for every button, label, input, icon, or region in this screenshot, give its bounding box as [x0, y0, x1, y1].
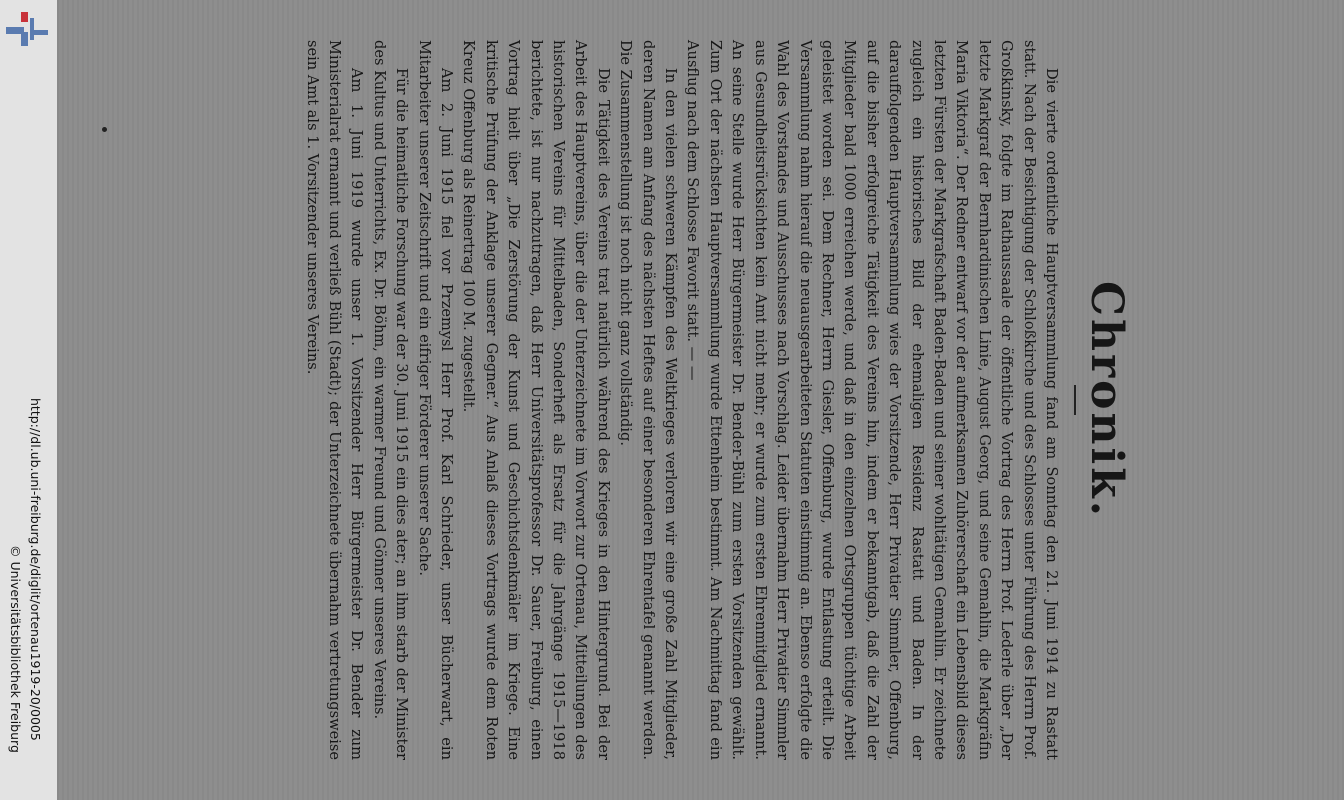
paragraph: Die Tätigkeit des Vereins trat natürlich während des Krieges in den Hintergrund. Bei der Arbeit des Hauptvereins, über die der Unterzeichnete im Vorwort zur Ortenau, Mitteilungen des historischen Vereins für Mittelbaden, Sonderheft als Ersatz für die Jahrgänge 1915—1918 berichtete, ist nur nachzutragen, daß Herr Universitätsprofessor Dr. Sauer, Freiburg, einen Vortrag hielt über „Die Zerstörung der Kunst und Geschichtsdenkmäler im Kriege. Eine kritische Prüfung der Anklage unserer Gegner.“ Aus Anlaß dieses Vortrags wurde dem Roten Kreuz Offenburg als Reinertrag 100 M. zugestellt.	[460, 40, 612, 760]
page-content	[260, 40, 1140, 760]
source-url[interactable]: http://dl.ub.uni-freiburg.de/diglit/ortenau1919-20/0005	[28, 398, 43, 741]
library-logo-icon[interactable]	[6, 12, 48, 50]
scanned-page	[57, 0, 1344, 800]
viewer-sidebar	[0, 0, 57, 800]
copyright-notice: © Universitätsbibliothek Freiburg	[8, 545, 23, 753]
paragraph: Am 2. Juni 1915 fiel vor Przemysl Herr Prof. Karl Schrieder, unser Bücherwart, ein Mitarbeiter unserer Zeitschrift und ein eifriger Förderer unserer Sache.	[415, 40, 456, 760]
paragraph: Für die heimatliche Forschung war der 30. Juni 1915 ein dies ater; an ihm starb der Minister des Kultus und Unterrichts, Ex. Dr. Böhm, ein warmer Freund und Gönner unseres Vereins.	[370, 40, 411, 760]
title-divider	[1074, 385, 1076, 415]
paragraph: In den vielen schweren Kämpfen des Weltkrieges verloren wir eine große Zahl Mitglieder, deren Namen am Anfang des nächsten Heftes auf einer besonderen Ehrentafel genannt werden. Die Zusammenstellung ist noch nicht ganz vollständig.	[617, 40, 680, 760]
paragraph: Am 1. Juni 1919 wurde unser 1. Vorsitzender Herr Bürgermeister Dr. Bender zum Ministerialrat ernannt und verließ Bühl (Stadt); der Unterzeichnete übernahm vertretungsweise sein Amt als 1. Vorsitzender unseres Vereins.	[303, 40, 366, 760]
body-text	[300, 40, 1062, 760]
page-title: Chronik.	[1081, 280, 1132, 520]
speck-mark	[102, 127, 107, 132]
paragraph: Die vierte ordentliche Hauptversammlung fand am Sonntag den 21. Juni 1914 zu Rastatt statt. Nach der Besichtigung der Schloßkirche und des Schlosses unter Führung des Herrn Prof. Großkinsky, folgte im Rathaussaale der öffentliche Vortrag des Herrn Prof. Lederle über „Der letzte Markgraf der Bernhardinischen Linie, August Georg, und seine Gemahlin, die Markgräfin Maria Viktoria“. Der Redner entwarf vor der aufmerksamen Zuhörerschaft ein Lebensbild dieses letzten Fürsten der Markgrafschaft Baden-Baden und seiner wohltätigen Gemahlin. Er zeichnete zugleich ein historisches Bild der ehemaligen Residenz Rastatt und Baden. In der darauffolgenden Hauptversammlung wies der Vorsitzende, Herr Privatier Simmler, Offenburg, auf die bisher erfolgreiche Tätigkeit des Vereins hin, indem er bekanntgab, daß die Zahl der Mitglieder bald 1000 erreichen werde, und daß in den einzelnen Ortsgruppen tüchtige Arbeit geleistet worden sei. Dem Rechner, Herrn Giesler, Offenburg, wurde Entlastung erteilt. Die Versammlung nahm hierauf die neuausgearbeiteten Statuten einstimmig an. Ebenso erfolgte die Wahl des Vorstandes und Ausschusses nach Vorschlag. Leider übernahm Herr Privatier Simmler aus Gesundheitsrücksichten kein Amt nicht mehr; er wurde zum ersten Ehrenmitglied ernannt. An seine Stelle wurde Herr Bürgermeister Dr. Bender-Bühl zum ersten Vorsitzenden gewählt. Zum Ort der nächsten Hauptversammlung wurde Ettenheim bestimmt. Am Nachmittag fand ein Ausflug nach dem Schlosse Favorit statt. — —	[684, 40, 1060, 760]
